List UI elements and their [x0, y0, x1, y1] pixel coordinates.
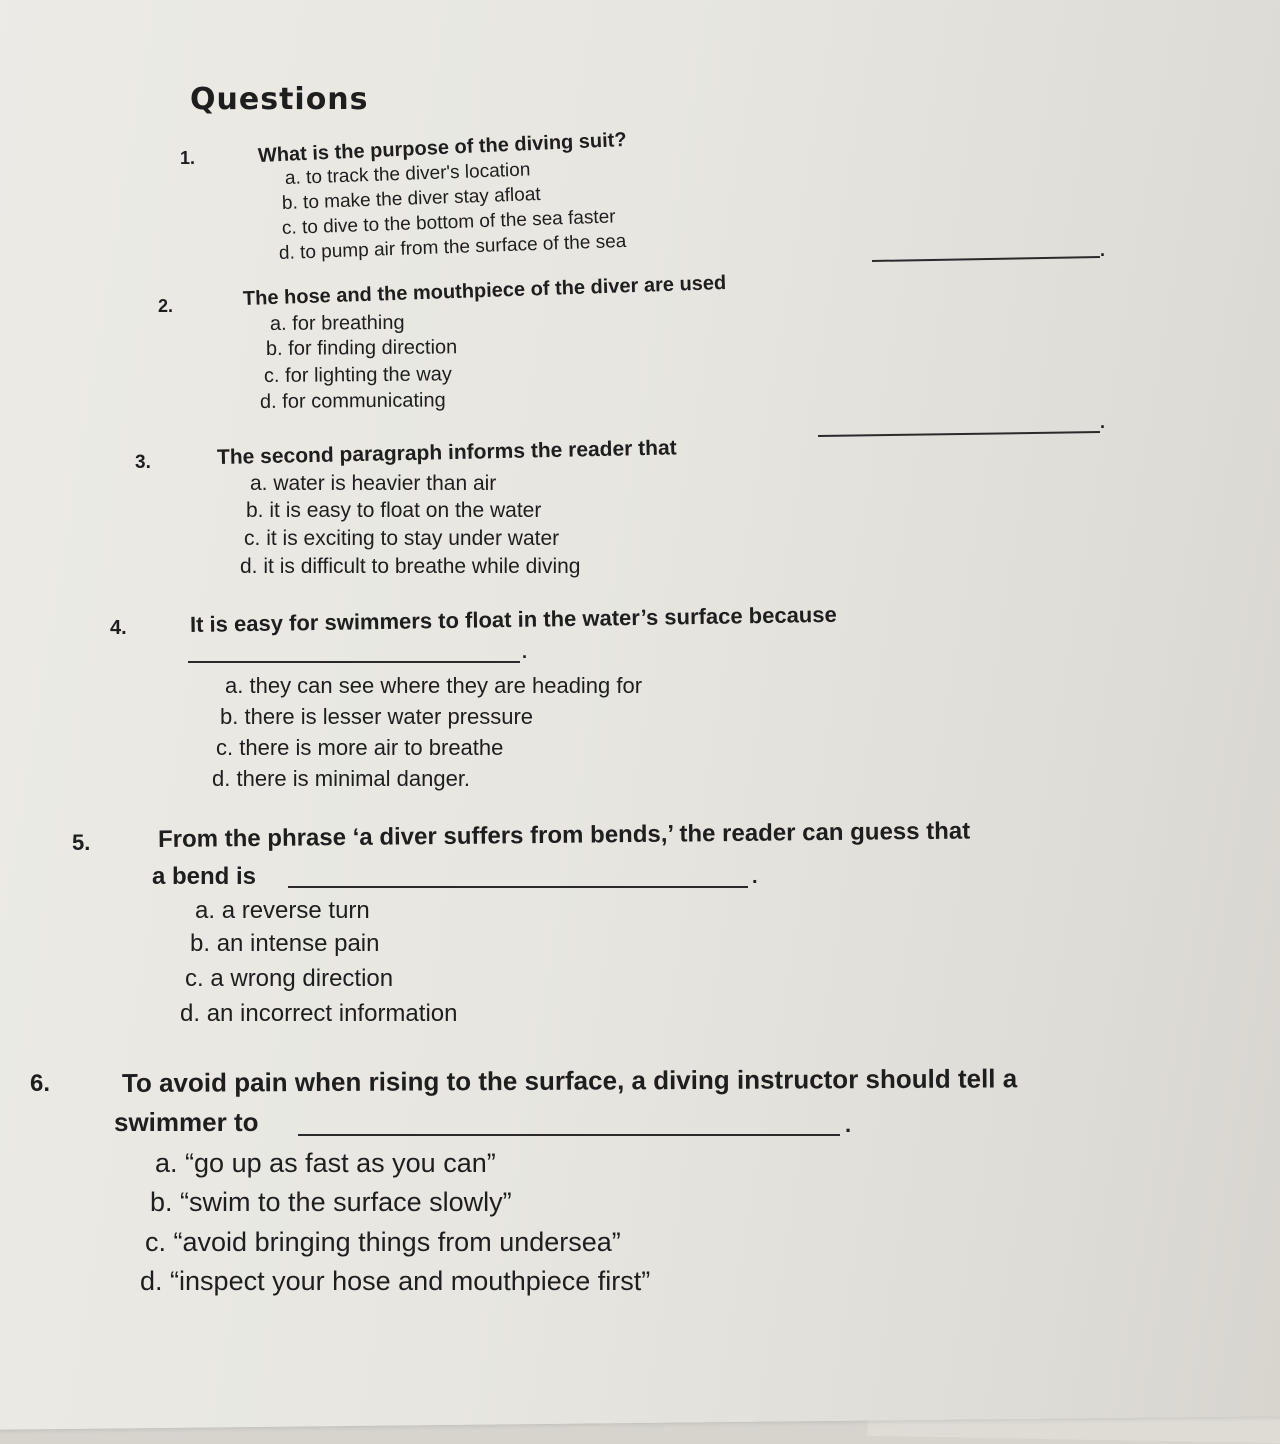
question-text: It is easy for swimmers to float in the water’s surface because: [189, 601, 837, 637]
choice-text: to pump air from the surface of the sea: [299, 230, 627, 264]
choice-c: [244, 527, 559, 551]
choice-text: to make the diver stay afloat: [302, 183, 541, 214]
question-number: 1.: [180, 148, 196, 168]
choice-letter: b.: [190, 930, 211, 957]
choice-letter: d.: [278, 242, 296, 264]
question-text-continued: swimmer to: [114, 1107, 259, 1137]
choice-letter: b.: [150, 1187, 173, 1217]
choice-b: [150, 1187, 512, 1218]
answer-blank: [288, 886, 748, 888]
question-text: The second paragraph informs the reader that: [216, 436, 677, 469]
choice-a: [270, 312, 405, 336]
choice-letter: b.: [265, 337, 283, 360]
choice-letter: a.: [155, 1148, 178, 1178]
period: .: [752, 866, 758, 888]
choice-text: water is heavier than air: [273, 472, 497, 495]
choice-text: “avoid bringing things from undersea”: [173, 1227, 621, 1257]
choice-a: [155, 1148, 496, 1179]
choice-a: [195, 897, 370, 925]
question-number: 2.: [158, 296, 174, 316]
choice-text: “swim to the surface slowly”: [180, 1187, 512, 1217]
choice-text: it is exciting to stay under water: [266, 527, 560, 550]
choice-text: an incorrect information: [206, 1000, 458, 1027]
choice-letter: c.: [216, 735, 234, 760]
choice-letter: c.: [281, 217, 298, 239]
choice-text: a reverse turn: [221, 897, 370, 924]
choice-d: [260, 389, 446, 414]
question-number: 5.: [72, 830, 91, 855]
choice-b: [266, 336, 457, 361]
period: .: [845, 1112, 852, 1137]
choice-text: to dive to the bottom of the sea faster: [301, 206, 616, 239]
choice-text: for breathing: [292, 311, 405, 335]
choice-text: to track the diver's location: [305, 159, 531, 189]
choice-d: [212, 766, 470, 792]
choice-b: [220, 704, 533, 730]
choice-letter: a.: [284, 167, 302, 189]
period: .: [522, 642, 528, 662]
question-text: What is the purpose of the diving suit?: [257, 128, 627, 167]
choice-letter: d.: [240, 555, 258, 578]
choice-text: for finding direction: [288, 336, 458, 360]
choice-d: [140, 1266, 650, 1297]
choice-text: it is difficult to breathe while diving: [263, 555, 581, 578]
choice-letter: d.: [212, 766, 231, 791]
choice-text: “inspect your hose and mouthpiece first”: [170, 1266, 651, 1296]
choice-letter: c.: [185, 965, 204, 992]
choice-text: a wrong direction: [210, 965, 394, 992]
period: .: [1100, 412, 1106, 432]
choice-text: for lighting the way: [285, 363, 452, 387]
choice-letter: a.: [225, 673, 244, 698]
question-text: To avoid pain when rising to the surface, a diving instructor should tell a: [121, 1063, 1018, 1098]
choice-a: [250, 472, 496, 496]
question-number: 6.: [30, 1070, 51, 1097]
choice-c: [145, 1227, 621, 1258]
choice-a: [225, 673, 642, 699]
period: .: [1100, 240, 1106, 260]
choice-text: they can see where they are heading for: [249, 673, 643, 698]
choice-text: an intense pain: [216, 930, 380, 957]
choice-text: for communicating: [282, 389, 446, 413]
choice-text: “go up as fast as you can”: [185, 1148, 496, 1178]
choice-letter: a.: [250, 472, 268, 495]
question-text-continued: a bend is: [152, 863, 257, 890]
answer-blank: [188, 661, 520, 663]
choice-letter: a.: [269, 312, 287, 335]
choice-letter: c.: [244, 527, 261, 550]
choice-text: there is lesser water pressure: [244, 704, 534, 729]
question-text: The hose and the mouthpiece of the diver are used: [242, 271, 727, 310]
choice-letter: d.: [180, 1000, 201, 1027]
question-text: From the phrase ‘a diver suffers from bends,’ the reader can guess that: [157, 817, 971, 853]
choice-letter: d.: [140, 1266, 163, 1296]
choice-c: [185, 965, 393, 993]
answer-blank: [818, 431, 1100, 437]
choice-letter: b.: [246, 499, 264, 522]
choice-c: [264, 363, 452, 388]
choice-letter: a.: [195, 897, 216, 924]
answer-blank: [298, 1134, 840, 1136]
question-number: 3.: [135, 452, 151, 473]
choice-b: [246, 499, 541, 523]
choice-letter: c.: [263, 364, 280, 387]
answer-blank: [872, 256, 1100, 262]
page-title: Questions: [190, 82, 369, 117]
choice-letter: c.: [145, 1227, 167, 1257]
choice-letter: d.: [259, 390, 277, 413]
choice-text: there is minimal danger.: [236, 766, 471, 791]
question-number: 4.: [110, 617, 127, 639]
choice-letter: b.: [281, 192, 299, 214]
choice-text: there is more air to breathe: [239, 735, 504, 760]
choice-b: [190, 930, 379, 958]
choice-text: it is easy to float on the water: [269, 499, 542, 522]
choice-c: [216, 735, 503, 761]
choice-letter: b.: [220, 704, 239, 729]
choice-d: [240, 555, 580, 579]
choice-d: [180, 1000, 457, 1028]
